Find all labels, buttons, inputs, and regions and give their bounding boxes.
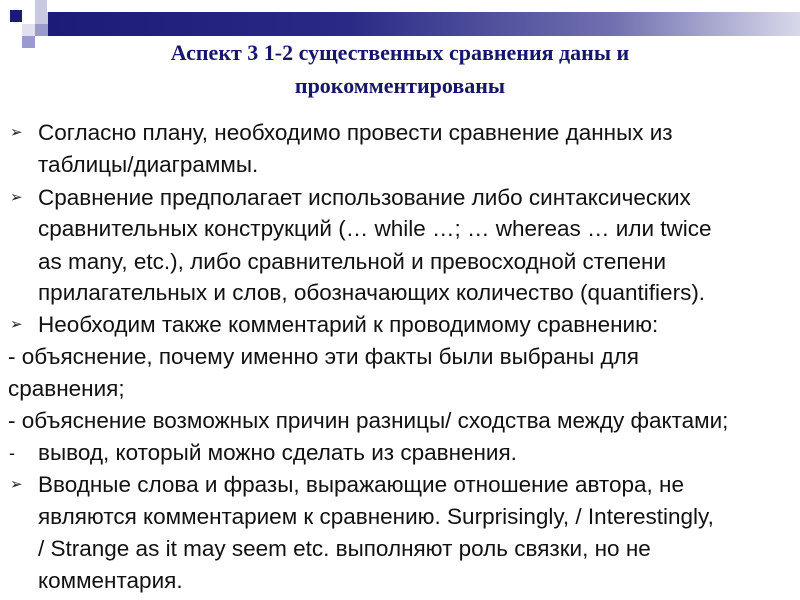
body-line: / Strange as it may seem etc. выполняют роль связки, но не <box>38 536 651 561</box>
body-line: комментария. <box>38 568 183 593</box>
deco-square <box>35 12 48 24</box>
deco-square <box>22 24 35 36</box>
dash-bullet: - <box>9 443 15 463</box>
body-line: Согласно плану, необходимо провести сравнение данных из <box>38 120 673 145</box>
deco-square <box>35 24 48 36</box>
bullet-arrow-icon: ➢ <box>10 476 23 493</box>
body-line: таблицы/диаграммы. <box>38 152 259 177</box>
slide-title-line-2: прокомментированы <box>294 73 506 98</box>
body-line: Вводные слова и фразы, выражающие отношение автора, не <box>38 472 684 497</box>
body-line: прилагательных и слов, обозначающих количество (quantifiers). <box>38 280 706 305</box>
deco-square <box>35 0 47 12</box>
body-line: - объяснение возможных причин разницы/ сходства между фактами; <box>8 408 729 433</box>
header-gradient-bar <box>48 12 800 36</box>
bullet-arrow-icon: ➢ <box>10 189 23 206</box>
body-line: вывод, который можно сделать из сравнения. <box>38 440 517 465</box>
body-line: as many, etc.), либо сравнительной и превосходной степени <box>38 249 667 274</box>
body-line: сравнительных конструкций (… while …; … whereas … или twice <box>38 216 712 241</box>
body-line: - объяснение, почему именно эти факты были выбраны для <box>8 344 639 369</box>
deco-square <box>10 10 22 22</box>
bullet-arrow-icon: ➢ <box>10 124 23 141</box>
body-line: сравнения; <box>8 376 125 401</box>
body-line: Сравнение предполагает использование либо синтаксических <box>38 185 691 210</box>
body-line: являются комментарием к сравнению. Surprisingly, / Interestingly, <box>38 504 714 529</box>
body-line: Необходим также комментарий к проводимому сравнению: <box>38 312 659 337</box>
slide-title-line-1: Аспект 3 1-2 существенных сравнения даны и <box>170 40 630 65</box>
bullet-arrow-icon: ➢ <box>10 316 23 333</box>
